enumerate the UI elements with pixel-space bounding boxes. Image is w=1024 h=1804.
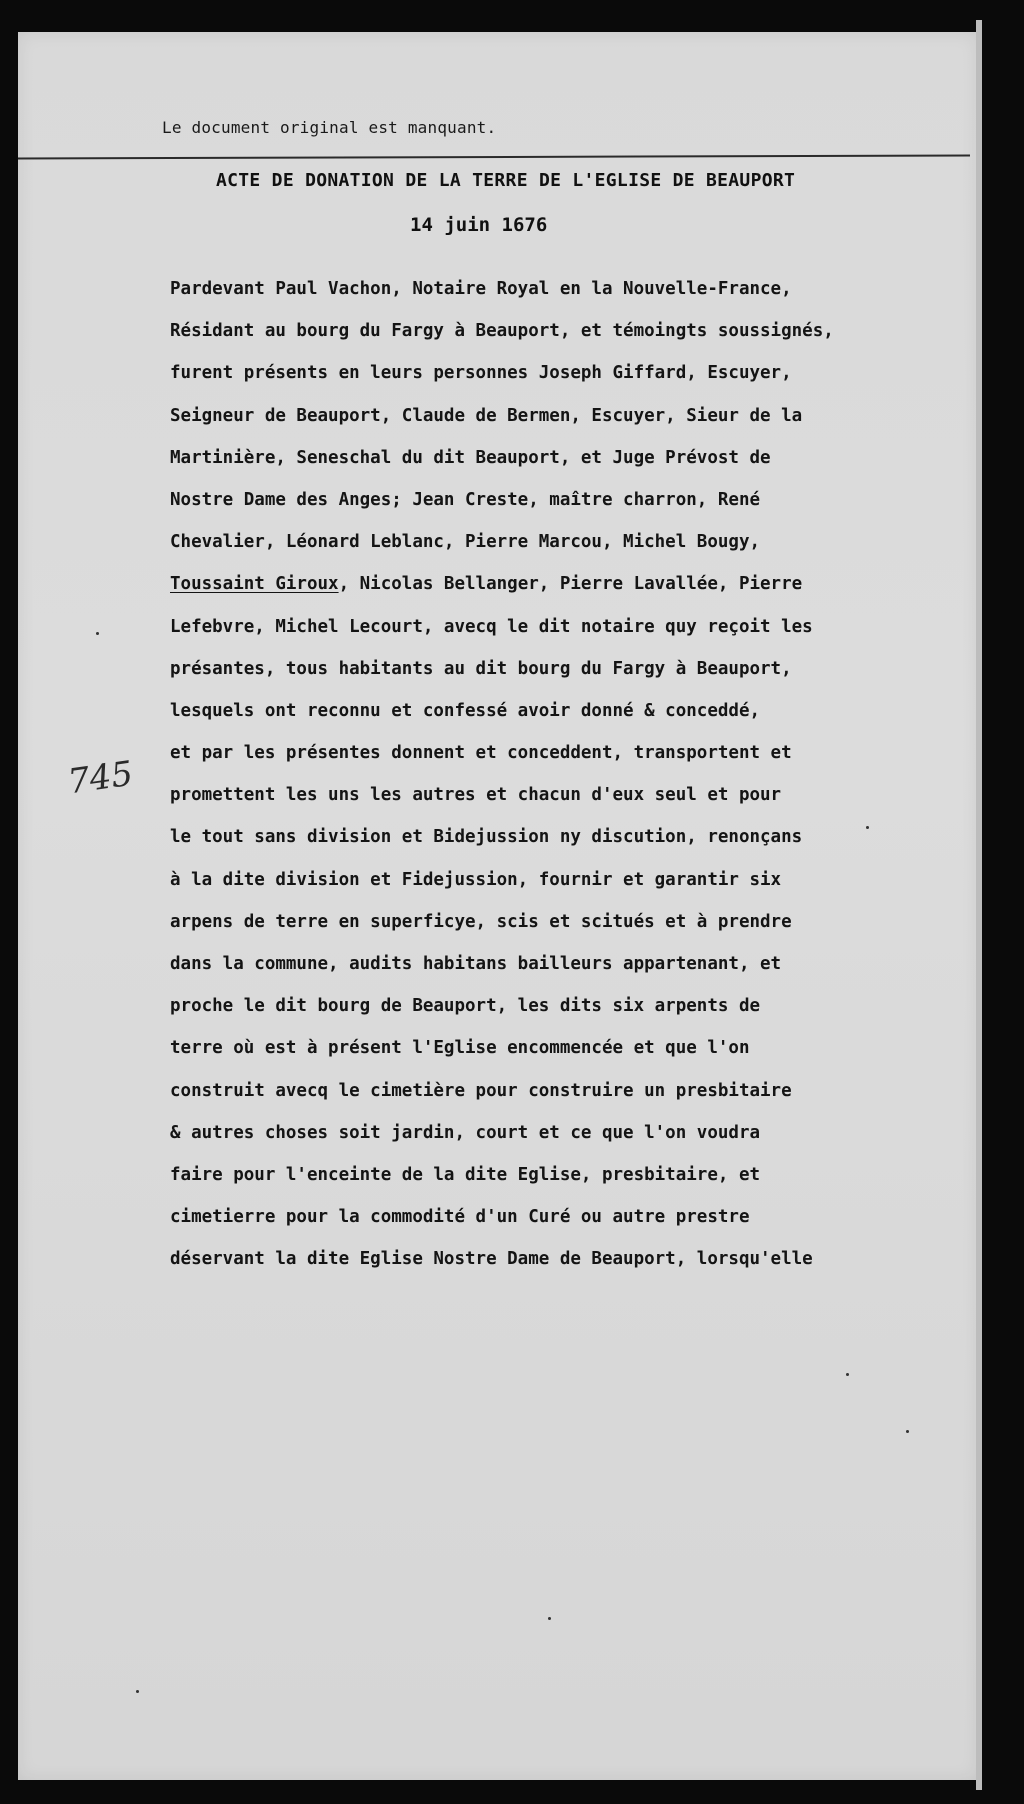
body-line-segment: , Nicolas Bellanger, Pierre Lavallée, Pierre [338,574,803,595]
body-line: proche le dit bourg de Beauport, les dits six arpents de [170,996,761,1017]
body-line: Nostre Dame des Anges; Jean Creste, maître charron, René [170,489,761,510]
paper-speck [866,826,869,829]
body-line: Martinière, Seneschal du dit Beauport, et Juge Prévost de [170,447,771,468]
body-line: Seigneur de Beauport, Claude de Bermen, Escuyer, Sieur de la [170,405,803,426]
underlined-name: Toussaint Giroux [170,574,339,595]
paper-speck [96,632,99,635]
handwritten-margin-number: 745 [65,753,136,803]
body-line: & autres choses soit jardin, court et ce que l'on voudra [170,1122,761,1143]
body-line: dans la commune, audits habitans bailleurs appartenant, et [170,954,782,974]
body-line: faire pour l'enceinte de la dite Eglise, presbitaire, et [170,1164,761,1185]
body-line: Lefebvre, Michel Lecourt, avecq le dit notaire quy reçoit les [170,616,813,637]
paper-speck [136,1690,139,1693]
body-line: et par les présentes donnent et conceddent, transportent et [170,743,792,764]
body-line: Résidant au bourg du Fargy à Beauport, et témoingts soussignés, [170,321,834,342]
body-line: lesquels ont reconnu et confessé avoir donné & conceddé, [170,700,761,721]
body-line: furent présents en leurs personnes Joseph Giffard, Escuyer, [170,363,792,384]
body-line: terre où est à présent l'Eglise encommencée et que l'on [170,1038,750,1059]
paper-speck [906,1430,909,1433]
body-line: promettent les uns les autres et chacun d'eux seul et pour [170,785,782,806]
body-line: Pardevant Paul Vachon, Notaire Royal en la Nouvelle-France, [170,279,792,299]
body-line: arpens de terre en superficye, scis et scitués et à prendre [170,911,792,932]
page-edge [976,20,982,1790]
paper-speck [548,1617,551,1620]
document-date: 14 juin 1676 [410,214,548,236]
body-line: Chevalier, Léonard Leblanc, Pierre Marcou, Michel Bougy, [170,532,761,553]
body-line [170,563,930,605]
missing-original-note: Le document original est manquant. [162,118,497,137]
body-line: présantes, tous habitants au dit bourg du Fargy à Beauport, [170,658,792,679]
body-line: construit avecq le cimetière pour construire un presbitaire [170,1080,792,1101]
body-line: le tout sans division et Bidejussion ny discution, renonçans [170,827,803,848]
document-body [170,268,930,1281]
paper-speck [846,1373,849,1376]
document-title: ACTE DE DONATION DE LA TERRE DE L'EGLISE DE BEAUPORT [216,170,796,191]
body-line: cimetierre pour la commodité d'un Curé ou autre prestre [170,1207,750,1228]
body-line: déservant la dite Eglise Nostre Dame de Beauport, lorsqu'elle [170,1249,813,1270]
body-line: à la dite division et Fidejussion, fournir et garantir six [170,869,782,890]
